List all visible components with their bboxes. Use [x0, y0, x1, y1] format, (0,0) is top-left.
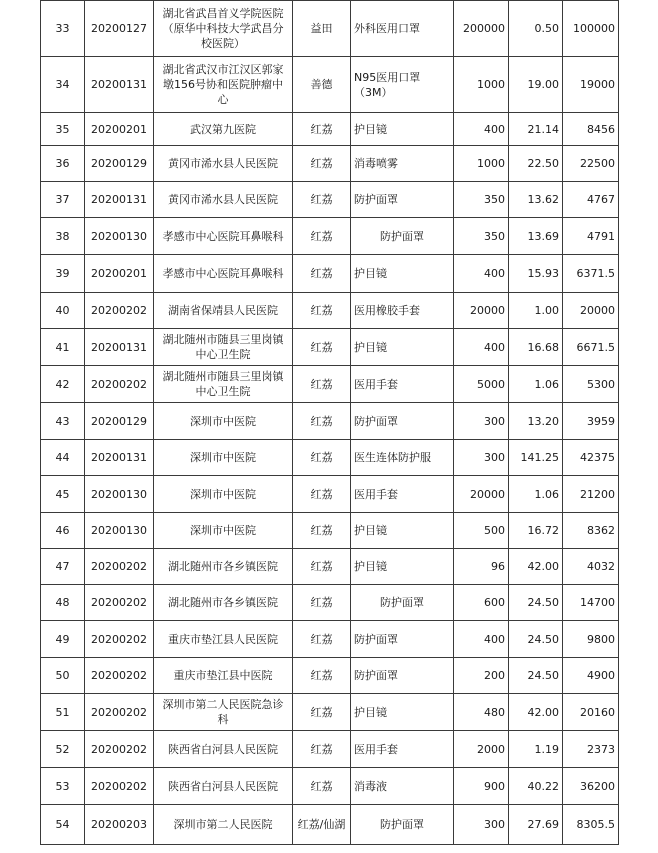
cell-item: 防护面罩 — [351, 585, 454, 621]
cell-quantity: 2000 — [454, 731, 509, 768]
cell-unit-price: 16.68 — [509, 329, 563, 366]
table-body — [41, 1, 619, 845]
donation-table — [40, 0, 619, 845]
cell-date: 20200131 — [85, 57, 154, 113]
cell-index: 41 — [41, 329, 85, 366]
cell-hospital: 孝感市中心医院耳鼻喉科 — [154, 255, 293, 293]
cell-hospital: 湖北随州市随县三里岗镇中心卫生院 — [154, 366, 293, 403]
cell-unit-price: 24.50 — [509, 585, 563, 621]
cell-hospital: 深圳市中医院 — [154, 476, 293, 513]
table-row — [41, 366, 619, 403]
table-row — [41, 805, 619, 845]
cell-index: 54 — [41, 805, 85, 845]
cell-item: 护目镜 — [351, 549, 454, 585]
table-row — [41, 1, 619, 57]
cell-donor: 红荔 — [293, 403, 351, 440]
cell-item: 消毒液 — [351, 768, 454, 805]
cell-index: 39 — [41, 255, 85, 293]
cell-unit-price: 141.25 — [509, 440, 563, 476]
cell-amount: 4767 — [563, 182, 619, 218]
cell-hospital: 湖北省武昌首义学院医院（原华中科技大学武昌分校医院） — [154, 1, 293, 57]
cell-item: 外科医用口罩 — [351, 1, 454, 57]
table-row — [41, 768, 619, 805]
cell-unit-price: 42.00 — [509, 549, 563, 585]
cell-hospital: 深圳市中医院 — [154, 513, 293, 549]
cell-unit-price: 42.00 — [509, 694, 563, 731]
cell-quantity: 20000 — [454, 293, 509, 329]
cell-hospital: 孝感市中心医院耳鼻喉科 — [154, 218, 293, 255]
cell-index: 50 — [41, 658, 85, 694]
cell-index: 35 — [41, 113, 85, 146]
cell-amount: 9800 — [563, 621, 619, 658]
cell-donor: 红荔 — [293, 146, 351, 182]
table-row — [41, 255, 619, 293]
cell-date: 20200202 — [85, 694, 154, 731]
cell-index: 43 — [41, 403, 85, 440]
cell-quantity: 400 — [454, 621, 509, 658]
cell-amount: 14700 — [563, 585, 619, 621]
table-row — [41, 621, 619, 658]
cell-hospital: 湖北省武汉市江汉区郭家墩156号协和医院肿瘤中心 — [154, 57, 293, 113]
cell-unit-price: 1.00 — [509, 293, 563, 329]
cell-quantity: 300 — [454, 440, 509, 476]
cell-amount: 42375 — [563, 440, 619, 476]
cell-date: 20200201 — [85, 255, 154, 293]
cell-hospital: 陕西省白河县人民医院 — [154, 768, 293, 805]
cell-index: 40 — [41, 293, 85, 329]
cell-index: 38 — [41, 218, 85, 255]
cell-unit-price: 0.50 — [509, 1, 563, 57]
cell-date: 20200202 — [85, 768, 154, 805]
table-row — [41, 476, 619, 513]
cell-quantity: 480 — [454, 694, 509, 731]
cell-index: 53 — [41, 768, 85, 805]
cell-amount: 21200 — [563, 476, 619, 513]
cell-quantity: 900 — [454, 768, 509, 805]
table-row — [41, 146, 619, 182]
cell-hospital: 深圳市第二人民医院急诊科 — [154, 694, 293, 731]
cell-hospital: 深圳市中医院 — [154, 440, 293, 476]
cell-date: 20200202 — [85, 731, 154, 768]
cell-quantity: 350 — [454, 218, 509, 255]
cell-hospital: 重庆市垫江县中医院 — [154, 658, 293, 694]
cell-item: 医用手套 — [351, 366, 454, 403]
cell-date: 20200127 — [85, 1, 154, 57]
cell-index: 44 — [41, 440, 85, 476]
cell-amount: 20000 — [563, 293, 619, 329]
cell-quantity: 20000 — [454, 476, 509, 513]
cell-donor: 红荔 — [293, 440, 351, 476]
cell-index: 36 — [41, 146, 85, 182]
cell-item: 防护面罩 — [351, 621, 454, 658]
cell-amount: 22500 — [563, 146, 619, 182]
cell-donor: 红荔 — [293, 549, 351, 585]
cell-date: 20200202 — [85, 549, 154, 585]
cell-index: 42 — [41, 366, 85, 403]
cell-donor: 益田 — [293, 1, 351, 57]
cell-donor: 红荔 — [293, 621, 351, 658]
cell-unit-price: 27.69 — [509, 805, 563, 845]
cell-item: 防护面罩 — [351, 805, 454, 845]
cell-donor: 红荔 — [293, 731, 351, 768]
cell-item: 防护面罩 — [351, 218, 454, 255]
cell-unit-price: 16.72 — [509, 513, 563, 549]
table-row — [41, 585, 619, 621]
cell-date: 20200129 — [85, 146, 154, 182]
cell-item: 防护面罩 — [351, 658, 454, 694]
cell-date: 20200201 — [85, 113, 154, 146]
table-row — [41, 113, 619, 146]
cell-donor: 红荔 — [293, 366, 351, 403]
cell-unit-price: 1.06 — [509, 366, 563, 403]
cell-unit-price: 21.14 — [509, 113, 563, 146]
cell-donor: 红荔 — [293, 694, 351, 731]
cell-date: 20200202 — [85, 366, 154, 403]
cell-index: 47 — [41, 549, 85, 585]
cell-unit-price: 15.93 — [509, 255, 563, 293]
cell-hospital: 黄冈市浠水县人民医院 — [154, 182, 293, 218]
table-row — [41, 731, 619, 768]
cell-donor: 红荔 — [293, 585, 351, 621]
cell-unit-price: 1.06 — [509, 476, 563, 513]
cell-index: 49 — [41, 621, 85, 658]
cell-index: 34 — [41, 57, 85, 113]
cell-quantity: 1000 — [454, 57, 509, 113]
cell-hospital: 武汉第九医院 — [154, 113, 293, 146]
cell-quantity: 96 — [454, 549, 509, 585]
cell-date: 20200129 — [85, 403, 154, 440]
table-row — [41, 403, 619, 440]
cell-donor: 红荔 — [293, 513, 351, 549]
cell-amount: 8362 — [563, 513, 619, 549]
cell-date: 20200131 — [85, 440, 154, 476]
cell-date: 20200202 — [85, 293, 154, 329]
cell-date: 20200130 — [85, 218, 154, 255]
cell-index: 51 — [41, 694, 85, 731]
cell-donor: 红荔 — [293, 476, 351, 513]
table-row — [41, 658, 619, 694]
cell-hospital: 湖南省保靖县人民医院 — [154, 293, 293, 329]
cell-quantity: 300 — [454, 403, 509, 440]
cell-item: 防护面罩 — [351, 403, 454, 440]
cell-amount: 2373 — [563, 731, 619, 768]
cell-unit-price: 24.50 — [509, 621, 563, 658]
cell-item: 医用橡胶手套 — [351, 293, 454, 329]
cell-hospital: 重庆市垫江县人民医院 — [154, 621, 293, 658]
cell-unit-price: 13.20 — [509, 403, 563, 440]
cell-date: 20200202 — [85, 585, 154, 621]
cell-index: 48 — [41, 585, 85, 621]
cell-hospital: 湖北随州市随县三里岗镇中心卫生院 — [154, 329, 293, 366]
cell-unit-price: 1.19 — [509, 731, 563, 768]
cell-amount: 4791 — [563, 218, 619, 255]
cell-amount: 36200 — [563, 768, 619, 805]
cell-index: 46 — [41, 513, 85, 549]
cell-donor: 红荔 — [293, 768, 351, 805]
cell-amount: 6371.5 — [563, 255, 619, 293]
cell-amount: 8305.5 — [563, 805, 619, 845]
cell-item: 护目镜 — [351, 113, 454, 146]
cell-item: 医生连体防护服 — [351, 440, 454, 476]
cell-donor: 红荔 — [293, 255, 351, 293]
cell-item: 医用手套 — [351, 731, 454, 768]
cell-donor: 红荔 — [293, 113, 351, 146]
cell-donor: 红荔 — [293, 218, 351, 255]
table-row — [41, 329, 619, 366]
cell-index: 33 — [41, 1, 85, 57]
cell-date: 20200130 — [85, 513, 154, 549]
cell-item: 护目镜 — [351, 513, 454, 549]
cell-date: 20200202 — [85, 621, 154, 658]
cell-unit-price: 22.50 — [509, 146, 563, 182]
cell-hospital: 黄冈市浠水县人民医院 — [154, 146, 293, 182]
cell-quantity: 200 — [454, 658, 509, 694]
cell-hospital: 深圳市第二人民医院 — [154, 805, 293, 845]
cell-donor: 善德 — [293, 57, 351, 113]
table-row — [41, 57, 619, 113]
table-row — [41, 440, 619, 476]
cell-donor: 红荔 — [293, 182, 351, 218]
table-row — [41, 182, 619, 218]
cell-index: 52 — [41, 731, 85, 768]
cell-quantity: 1000 — [454, 146, 509, 182]
cell-donor: 红荔 — [293, 329, 351, 366]
cell-amount: 4032 — [563, 549, 619, 585]
cell-item: 护目镜 — [351, 255, 454, 293]
cell-hospital: 湖北随州市各乡镇医院 — [154, 549, 293, 585]
cell-quantity: 400 — [454, 255, 509, 293]
cell-index: 45 — [41, 476, 85, 513]
cell-amount: 100000 — [563, 1, 619, 57]
cell-quantity: 400 — [454, 113, 509, 146]
cell-quantity: 5000 — [454, 366, 509, 403]
cell-amount: 20160 — [563, 694, 619, 731]
cell-amount: 19000 — [563, 57, 619, 113]
cell-date: 20200202 — [85, 658, 154, 694]
cell-donor: 红荔/仙湖 — [293, 805, 351, 845]
table-row — [41, 218, 619, 255]
cell-amount: 8456 — [563, 113, 619, 146]
cell-item: 护目镜 — [351, 694, 454, 731]
table-row — [41, 549, 619, 585]
table-row — [41, 513, 619, 549]
cell-item: 防护面罩 — [351, 182, 454, 218]
cell-date: 20200130 — [85, 476, 154, 513]
cell-quantity: 350 — [454, 182, 509, 218]
cell-hospital: 陕西省白河县人民医院 — [154, 731, 293, 768]
cell-amount: 5300 — [563, 366, 619, 403]
cell-item: 消毒喷雾 — [351, 146, 454, 182]
table-row — [41, 694, 619, 731]
cell-date: 20200203 — [85, 805, 154, 845]
cell-hospital: 湖北随州市各乡镇医院 — [154, 585, 293, 621]
cell-unit-price: 19.00 — [509, 57, 563, 113]
cell-quantity: 200000 — [454, 1, 509, 57]
cell-quantity: 600 — [454, 585, 509, 621]
cell-unit-price: 13.69 — [509, 218, 563, 255]
cell-item: N95医用口罩（3M） — [351, 57, 454, 113]
cell-item: 医用手套 — [351, 476, 454, 513]
cell-index: 37 — [41, 182, 85, 218]
cell-quantity: 400 — [454, 329, 509, 366]
cell-amount: 3959 — [563, 403, 619, 440]
cell-amount: 4900 — [563, 658, 619, 694]
cell-unit-price: 24.50 — [509, 658, 563, 694]
table-row — [41, 293, 619, 329]
cell-unit-price: 40.22 — [509, 768, 563, 805]
cell-donor: 红荔 — [293, 293, 351, 329]
cell-date: 20200131 — [85, 329, 154, 366]
cell-amount: 6671.5 — [563, 329, 619, 366]
cell-quantity: 500 — [454, 513, 509, 549]
cell-hospital: 深圳市中医院 — [154, 403, 293, 440]
cell-unit-price: 13.62 — [509, 182, 563, 218]
cell-donor: 红荔 — [293, 658, 351, 694]
cell-quantity: 300 — [454, 805, 509, 845]
cell-item: 护目镜 — [351, 329, 454, 366]
cell-date: 20200131 — [85, 182, 154, 218]
